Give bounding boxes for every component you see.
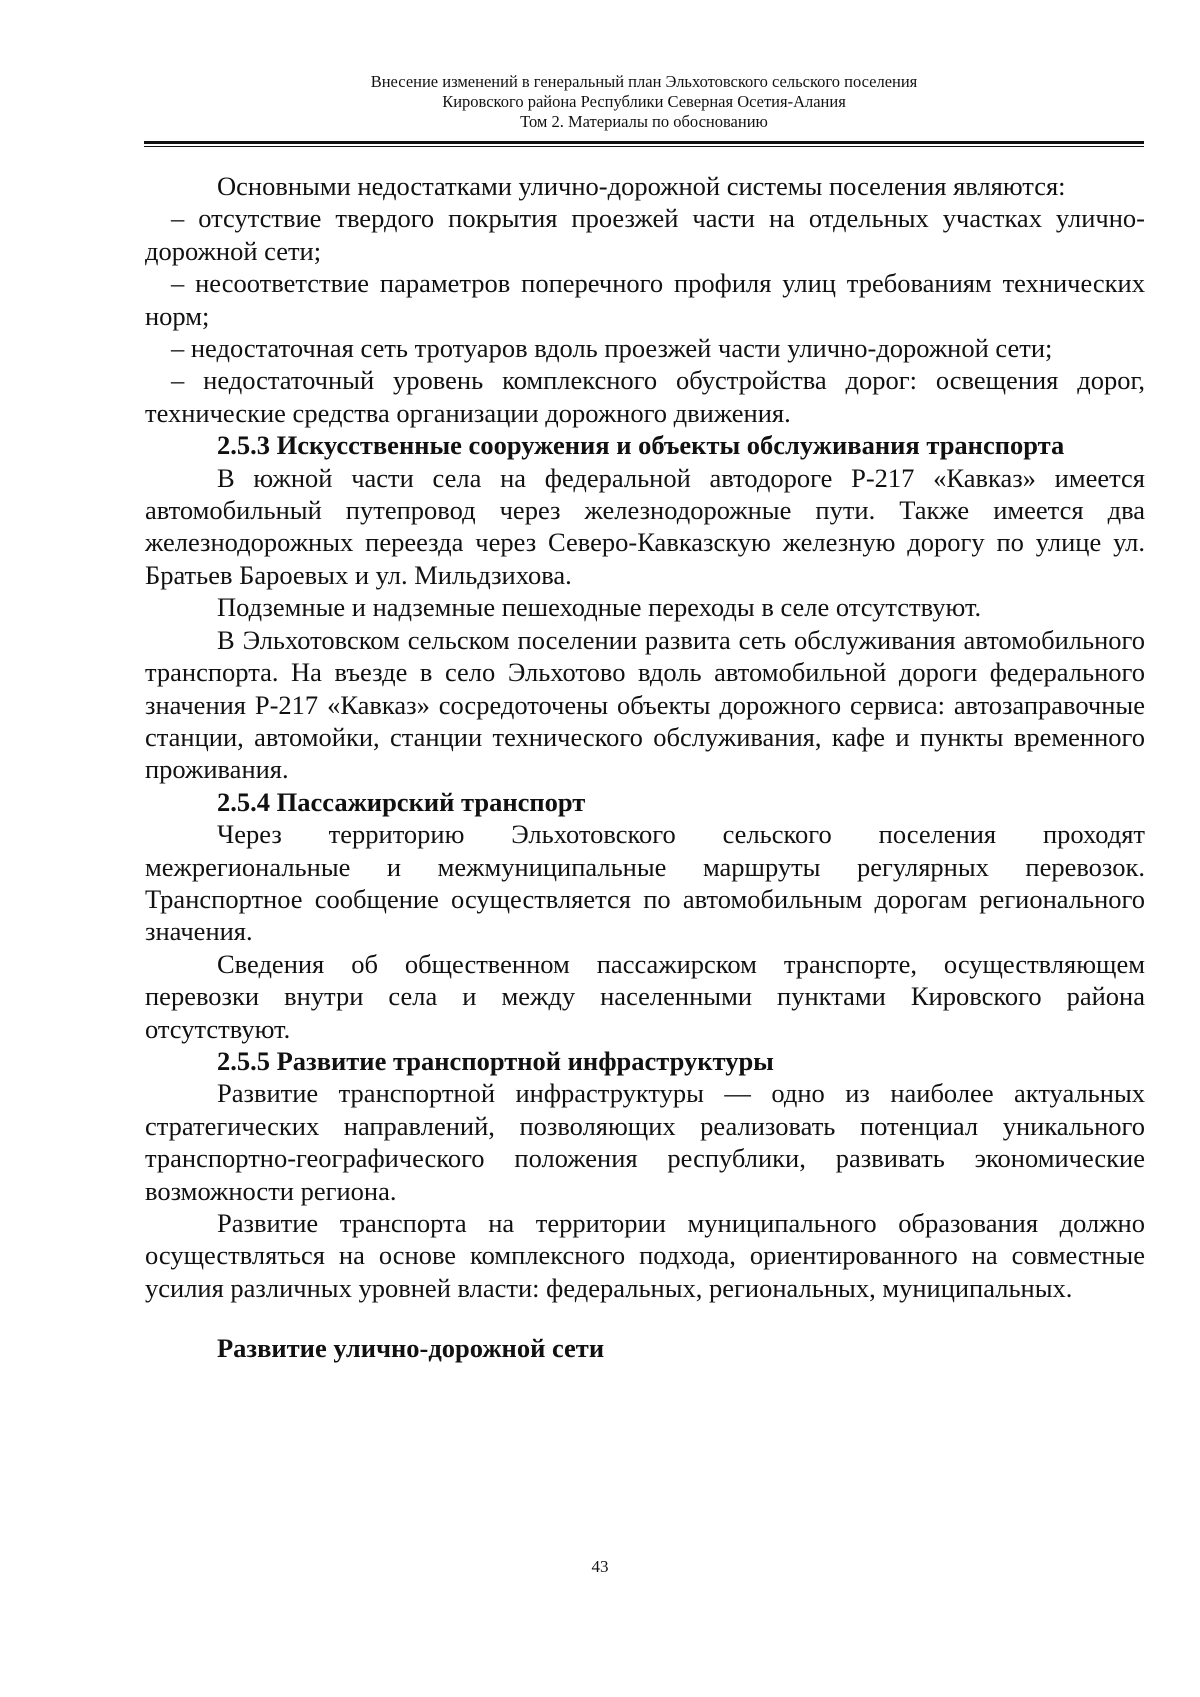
list-item-sidewalks: – недостаточная сеть тротуаров вдоль проезжей части улично-дорожной сети; [171, 333, 1053, 364]
paragraph-crossings: Подземные и надземные пешеходные переходы в селе отсутствуют. [217, 592, 982, 623]
header-line-1: Внесение изменений в генеральный план Эльхотовского сельского поселения [370, 72, 918, 91]
list-item-equipment: – недостаточный уровень комплексного обустройства дорог: освещения дорог, технические средства организации дорожного движения. [145, 365, 1145, 428]
paragraph-infrastructure: Развитие транспортной инфраструктуры — одно из наиболее актуальных стратегических направлений, позволяющих реализовать потенциал уникального транспортно-географического положения республики, развивать экономические возможности региона. [145, 1078, 1145, 1206]
paragraph-service: В Эльхотовском сельском поселении развита сеть обслуживания автомобильного транспорта. На въезде в село Эльхотово вдоль автомобильной дороги федерального значения Р-217 «Кавказ» сосредоточены объекты дорожного сервиса: автозаправочные станции, автомойки, станции технического обслуживания, кафе и пункты временного проживания. [145, 624, 1145, 785]
running-header [144, 72, 1144, 132]
list-item-hard-surface: – отсутствие твердого покрытия проезжей части на отдельных участках улично-дорожной сети; [145, 203, 1145, 266]
paragraph-intro: Основными недостатками улично-дорожной системы поселения являются: [217, 171, 1066, 201]
list-item-profile: – несоответствие параметров поперечного профиля улиц требованиям технических норм; [145, 268, 1145, 331]
header-line-3: Том 2. Материалы по обоснованию [520, 112, 768, 131]
header-line-2: Кировского района Республики Северная Осетия-Алания [442, 92, 846, 111]
subsection-heading-road-network: Развитие улично-дорожной сети [217, 1333, 605, 1364]
section-heading-2-5-3: 2.5.3 Искусственные сооружения и объекты обслуживания транспорта [217, 430, 1065, 461]
document-body [145, 170, 1145, 1365]
section-heading-2-5-5: 2.5.5 Развитие транспортной инфраструктуры [217, 1045, 774, 1076]
header-rule-thick [144, 141, 1144, 144]
header-rule-thin [144, 146, 1144, 147]
spacer [145, 1304, 1145, 1332]
paragraph-overpass: В южной части села на федеральной автодороге Р-217 «Кавказ» имеется автомобильный путепровод через железнодорожные пути. Также имеется два железнодорожных переезда через Северо-Кавказскую железную дорогу по улице ул. Братьев Бароевых и ул. Мильдзихова. [145, 462, 1145, 590]
page-number: 43 [591, 1557, 609, 1576]
paragraph-routes: Через территорию Эльхотовского сельского поселения проходят межрегиональные и межмуниципальные маршруты регулярных перевозок. Транспортное сообщение осуществляется по автомобильным дорогам регионального значения. [145, 819, 1145, 947]
paragraph-public-transport: Сведения об общественном пассажирском транспорте, осуществляющем перевозки внутри села и между населенными пунктами Кировского района отсутствуют. [145, 948, 1145, 1044]
paragraph-development: Развитие транспорта на территории муниципального образования должно осуществляться на основе комплексного подхода, ориентированного на совместные усилия различных уровней власти: федеральных, региональных, муниципальных. [145, 1208, 1145, 1303]
section-heading-2-5-4: 2.5.4 Пассажирский транспорт [217, 786, 586, 817]
